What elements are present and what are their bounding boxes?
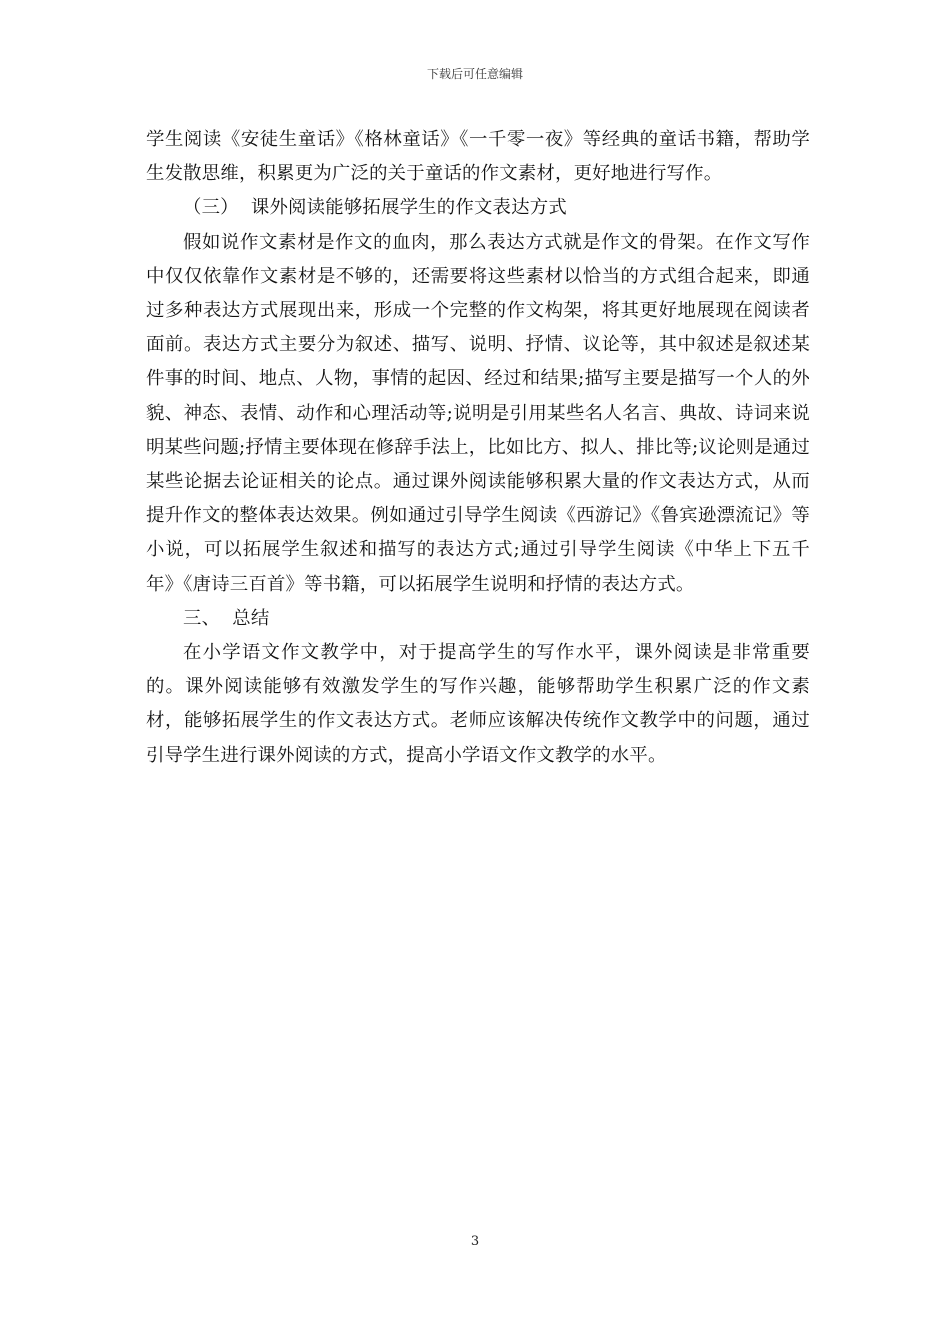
page-number: 3 xyxy=(470,1234,480,1249)
page-header: 下载后可任意编辑 xyxy=(426,67,523,81)
paragraph-fairy-tale-reading: 学生阅读《安徒生童话》《格林童话》《一千零一夜》等经典的童话书籍，帮助学生发散思维，积累更为广泛的关于童话的作文素材，更好地进行写作。 xyxy=(146,129,810,185)
section-heading-summary: 三、 总结 xyxy=(183,607,270,629)
paragraph-expression-methods: 假如说作文素材是作文的血肉，那么表达方式就是作文的骨架。在作文写作中仅仅依靠作文素材是不够的，还需要将这些素材以恰当的方式组合起来，即通过多种表达方式展现出来，形成一个完整的作文构架，将其更好地展现在阅读者面前。表达方式主要分为叙述、描写、说明、抒情、议论等，其中叙述是叙述某件事的时间、地点、人物，事情的起因、经过和结果;描写主要是描写一个人的外貌、神态、表情、动作和心理活动等;说明是引用某些名人名言、典故、诗词来说明某些问题;抒情主要体现在修辞手法上，比如比方、拟人、排比等;议论则是通过某些论据去论证相关的论点。通过课外阅读能够积累大量的作文表达方式，从而提升作文的整体表达效果。例如通过引导学生阅读《西游记》《鲁宾逊漂流记》等小说，可以拓展学生叙述和描写的表达方式;通过引导学生阅读《中华上下五千年》《唐诗三百首》等书籍，可以拓展学生说明和抒情的表达方式。 xyxy=(146,231,810,595)
subheading-expression-methods: （三） 课外阅读能够拓展学生的作文表达方式 xyxy=(183,197,567,219)
paragraph-summary: 在小学语文作文教学中，对于提高学生的写作水平，课外阅读是非常重要的。课外阅读能够有效激发学生的写作兴趣，能够帮助学生积累广泛的作文素材，能够拓展学生的作文表达方式。老师应该解决传统作文教学中的问题，通过引导学生进行课外阅读的方式，提高小学语文作文教学的水平。 xyxy=(146,642,810,766)
document-body xyxy=(146,123,810,773)
